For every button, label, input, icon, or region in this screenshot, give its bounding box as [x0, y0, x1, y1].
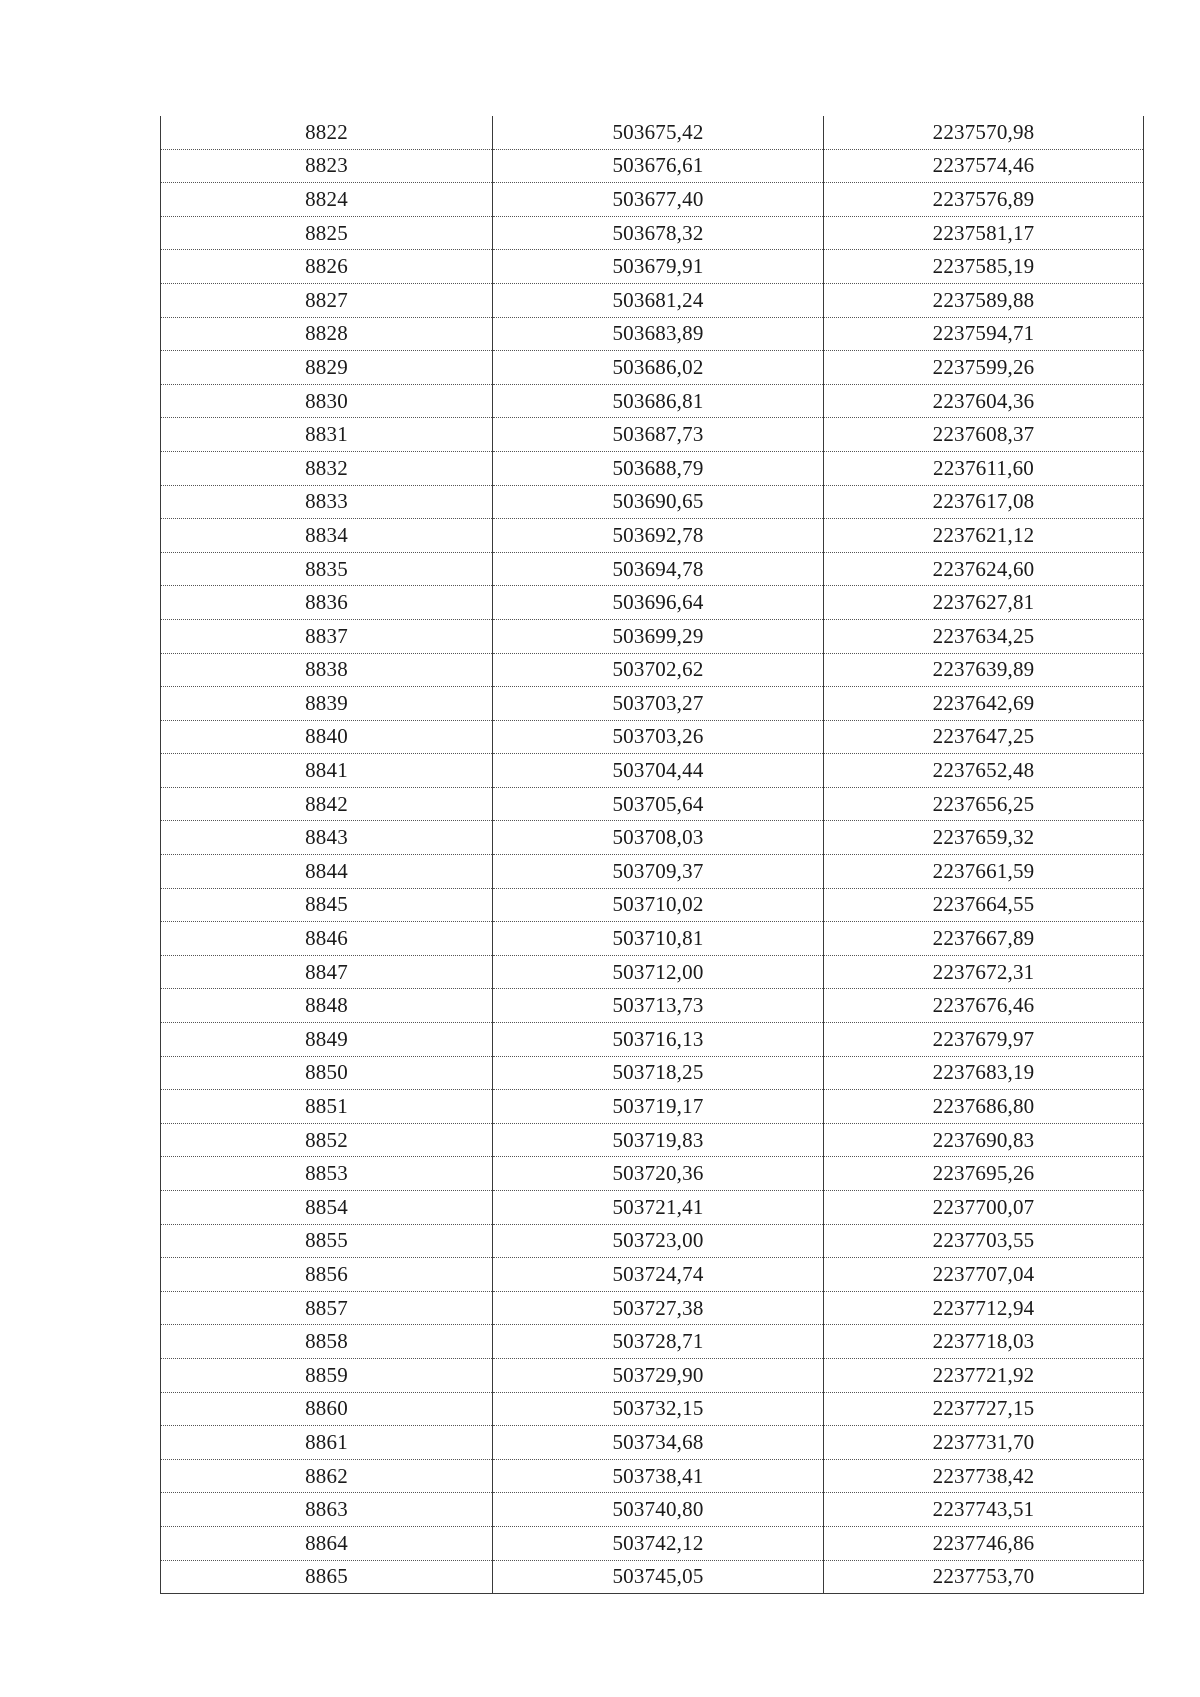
point-number-cell: 8855 [161, 1224, 493, 1258]
x-coordinate-cell: 503703,27 [493, 687, 824, 721]
y-coordinate-cell: 2237667,89 [824, 922, 1144, 956]
point-number-cell: 8848 [161, 989, 493, 1023]
x-coordinate-cell: 503686,81 [493, 384, 824, 418]
table-row [161, 1459, 1144, 1493]
table-row [161, 1291, 1144, 1325]
x-coordinate-cell: 503696,64 [493, 586, 824, 620]
point-number-cell: 8861 [161, 1426, 493, 1460]
y-coordinate-cell: 2237642,69 [824, 687, 1144, 721]
point-number-cell: 8857 [161, 1291, 493, 1325]
y-coordinate-cell: 2237690,83 [824, 1123, 1144, 1157]
table-row [161, 317, 1144, 351]
table-row [161, 418, 1144, 452]
y-coordinate-cell: 2237599,26 [824, 351, 1144, 385]
x-coordinate-cell: 503720,36 [493, 1157, 824, 1191]
y-coordinate-cell: 2237672,31 [824, 955, 1144, 989]
x-coordinate-cell: 503740,80 [493, 1493, 824, 1527]
table-row [161, 116, 1144, 149]
y-coordinate-cell: 2237570,98 [824, 116, 1144, 149]
y-coordinate-cell: 2237627,81 [824, 586, 1144, 620]
table-row [161, 1157, 1144, 1191]
y-coordinate-cell: 2237683,19 [824, 1056, 1144, 1090]
point-number-cell: 8826 [161, 250, 493, 284]
table-row [161, 989, 1144, 1023]
x-coordinate-cell: 503676,61 [493, 149, 824, 183]
x-coordinate-cell: 503708,03 [493, 821, 824, 855]
y-coordinate-cell: 2237721,92 [824, 1358, 1144, 1392]
table-row [161, 552, 1144, 586]
x-coordinate-cell: 503712,00 [493, 955, 824, 989]
y-coordinate-cell: 2237661,59 [824, 855, 1144, 889]
table-row [161, 787, 1144, 821]
y-coordinate-cell: 2237621,12 [824, 519, 1144, 553]
x-coordinate-cell: 503734,68 [493, 1426, 824, 1460]
point-number-cell: 8823 [161, 149, 493, 183]
x-coordinate-cell: 503703,26 [493, 720, 824, 754]
x-coordinate-cell: 503719,83 [493, 1123, 824, 1157]
x-coordinate-cell: 503716,13 [493, 1023, 824, 1057]
table-row [161, 451, 1144, 485]
point-number-cell: 8864 [161, 1526, 493, 1560]
y-coordinate-cell: 2237686,80 [824, 1090, 1144, 1124]
y-coordinate-cell: 2237594,71 [824, 317, 1144, 351]
y-coordinate-cell: 2237604,36 [824, 384, 1144, 418]
point-number-cell: 8845 [161, 888, 493, 922]
point-number-cell: 8828 [161, 317, 493, 351]
point-number-cell: 8847 [161, 955, 493, 989]
x-coordinate-cell: 503728,71 [493, 1325, 824, 1359]
x-coordinate-cell: 503675,42 [493, 116, 824, 149]
x-coordinate-cell: 503723,00 [493, 1224, 824, 1258]
table-row [161, 283, 1144, 317]
point-number-cell: 8831 [161, 418, 493, 452]
x-coordinate-cell: 503681,24 [493, 283, 824, 317]
table-row [161, 855, 1144, 889]
y-coordinate-cell: 2237659,32 [824, 821, 1144, 855]
table-row [161, 955, 1144, 989]
x-coordinate-cell: 503710,81 [493, 922, 824, 956]
x-coordinate-cell: 503690,65 [493, 485, 824, 519]
point-number-cell: 8834 [161, 519, 493, 553]
point-number-cell: 8832 [161, 451, 493, 485]
x-coordinate-cell: 503678,32 [493, 216, 824, 250]
table-row [161, 216, 1144, 250]
point-number-cell: 8854 [161, 1191, 493, 1225]
point-number-cell: 8842 [161, 787, 493, 821]
table-row [161, 1224, 1144, 1258]
point-number-cell: 8859 [161, 1358, 493, 1392]
table-row [161, 888, 1144, 922]
point-number-cell: 8850 [161, 1056, 493, 1090]
y-coordinate-cell: 2237679,97 [824, 1023, 1144, 1057]
y-coordinate-cell: 2237743,51 [824, 1493, 1144, 1527]
coordinates-table [160, 116, 1144, 1594]
point-number-cell: 8840 [161, 720, 493, 754]
y-coordinate-cell: 2237707,04 [824, 1258, 1144, 1292]
x-coordinate-cell: 503692,78 [493, 519, 824, 553]
table-row [161, 922, 1144, 956]
x-coordinate-cell: 503710,02 [493, 888, 824, 922]
table-row [161, 1191, 1144, 1225]
y-coordinate-cell: 2237611,60 [824, 451, 1144, 485]
x-coordinate-cell: 503721,41 [493, 1191, 824, 1225]
point-number-cell: 8846 [161, 922, 493, 956]
table-row [161, 384, 1144, 418]
y-coordinate-cell: 2237738,42 [824, 1459, 1144, 1493]
y-coordinate-cell: 2237639,89 [824, 653, 1144, 687]
x-coordinate-cell: 503745,05 [493, 1560, 824, 1594]
table-row [161, 1123, 1144, 1157]
y-coordinate-cell: 2237727,15 [824, 1392, 1144, 1426]
point-number-cell: 8835 [161, 552, 493, 586]
point-number-cell: 8830 [161, 384, 493, 418]
x-coordinate-cell: 503677,40 [493, 183, 824, 217]
point-number-cell: 8852 [161, 1123, 493, 1157]
x-coordinate-cell: 503742,12 [493, 1526, 824, 1560]
point-number-cell: 8829 [161, 351, 493, 385]
x-coordinate-cell: 503686,02 [493, 351, 824, 385]
table-row [161, 653, 1144, 687]
point-number-cell: 8843 [161, 821, 493, 855]
x-coordinate-cell: 503704,44 [493, 754, 824, 788]
y-coordinate-cell: 2237574,46 [824, 149, 1144, 183]
y-coordinate-cell: 2237746,86 [824, 1526, 1144, 1560]
table-row [161, 183, 1144, 217]
x-coordinate-cell: 503683,89 [493, 317, 824, 351]
x-coordinate-cell: 503738,41 [493, 1459, 824, 1493]
x-coordinate-cell: 503702,62 [493, 653, 824, 687]
point-number-cell: 8865 [161, 1560, 493, 1594]
y-coordinate-cell: 2237703,55 [824, 1224, 1144, 1258]
y-coordinate-cell: 2237676,46 [824, 989, 1144, 1023]
point-number-cell: 8825 [161, 216, 493, 250]
point-number-cell: 8837 [161, 619, 493, 653]
x-coordinate-cell: 503727,38 [493, 1291, 824, 1325]
point-number-cell: 8836 [161, 586, 493, 620]
x-coordinate-cell: 503699,29 [493, 619, 824, 653]
x-coordinate-cell: 503688,79 [493, 451, 824, 485]
x-coordinate-cell: 503687,73 [493, 418, 824, 452]
y-coordinate-cell: 2237712,94 [824, 1291, 1144, 1325]
table-row [161, 1526, 1144, 1560]
y-coordinate-cell: 2237700,07 [824, 1191, 1144, 1225]
y-coordinate-cell: 2237576,89 [824, 183, 1144, 217]
y-coordinate-cell: 2237718,03 [824, 1325, 1144, 1359]
table-row [161, 720, 1144, 754]
x-coordinate-cell: 503709,37 [493, 855, 824, 889]
table-row [161, 1325, 1144, 1359]
y-coordinate-cell: 2237656,25 [824, 787, 1144, 821]
point-number-cell: 8858 [161, 1325, 493, 1359]
table-row [161, 1560, 1144, 1594]
point-number-cell: 8844 [161, 855, 493, 889]
table-row [161, 1023, 1144, 1057]
table-row [161, 619, 1144, 653]
table-row [161, 1090, 1144, 1124]
y-coordinate-cell: 2237664,55 [824, 888, 1144, 922]
table-row [161, 485, 1144, 519]
x-coordinate-cell: 503713,73 [493, 989, 824, 1023]
table-row [161, 821, 1144, 855]
table-row [161, 754, 1144, 788]
point-number-cell: 8862 [161, 1459, 493, 1493]
point-number-cell: 8849 [161, 1023, 493, 1057]
point-number-cell: 8827 [161, 283, 493, 317]
point-number-cell: 8856 [161, 1258, 493, 1292]
x-coordinate-cell: 503694,78 [493, 552, 824, 586]
table-row [161, 1056, 1144, 1090]
y-coordinate-cell: 2237652,48 [824, 754, 1144, 788]
x-coordinate-cell: 503718,25 [493, 1056, 824, 1090]
y-coordinate-cell: 2237647,25 [824, 720, 1144, 754]
y-coordinate-cell: 2237617,08 [824, 485, 1144, 519]
x-coordinate-cell: 503705,64 [493, 787, 824, 821]
point-number-cell: 8833 [161, 485, 493, 519]
table-row [161, 1392, 1144, 1426]
point-number-cell: 8863 [161, 1493, 493, 1527]
table-row [161, 687, 1144, 721]
table-row [161, 1493, 1144, 1527]
point-number-cell: 8841 [161, 754, 493, 788]
x-coordinate-cell: 503724,74 [493, 1258, 824, 1292]
table-row [161, 351, 1144, 385]
point-number-cell: 8860 [161, 1392, 493, 1426]
y-coordinate-cell: 2237624,60 [824, 552, 1144, 586]
table-row [161, 586, 1144, 620]
y-coordinate-cell: 2237608,37 [824, 418, 1144, 452]
point-number-cell: 8824 [161, 183, 493, 217]
x-coordinate-cell: 503732,15 [493, 1392, 824, 1426]
table-row [161, 149, 1144, 183]
y-coordinate-cell: 2237753,70 [824, 1560, 1144, 1594]
coordinates-table-body [161, 116, 1144, 1594]
y-coordinate-cell: 2237585,19 [824, 250, 1144, 284]
y-coordinate-cell: 2237634,25 [824, 619, 1144, 653]
point-number-cell: 8838 [161, 653, 493, 687]
table-row [161, 1426, 1144, 1460]
point-number-cell: 8853 [161, 1157, 493, 1191]
point-number-cell: 8851 [161, 1090, 493, 1124]
table-row [161, 250, 1144, 284]
x-coordinate-cell: 503729,90 [493, 1358, 824, 1392]
table-row [161, 1358, 1144, 1392]
table-row [161, 519, 1144, 553]
x-coordinate-cell: 503719,17 [493, 1090, 824, 1124]
y-coordinate-cell: 2237589,88 [824, 283, 1144, 317]
point-number-cell: 8839 [161, 687, 493, 721]
point-number-cell: 8822 [161, 116, 493, 149]
y-coordinate-cell: 2237731,70 [824, 1426, 1144, 1460]
y-coordinate-cell: 2237695,26 [824, 1157, 1144, 1191]
x-coordinate-cell: 503679,91 [493, 250, 824, 284]
y-coordinate-cell: 2237581,17 [824, 216, 1144, 250]
table-row [161, 1258, 1144, 1292]
